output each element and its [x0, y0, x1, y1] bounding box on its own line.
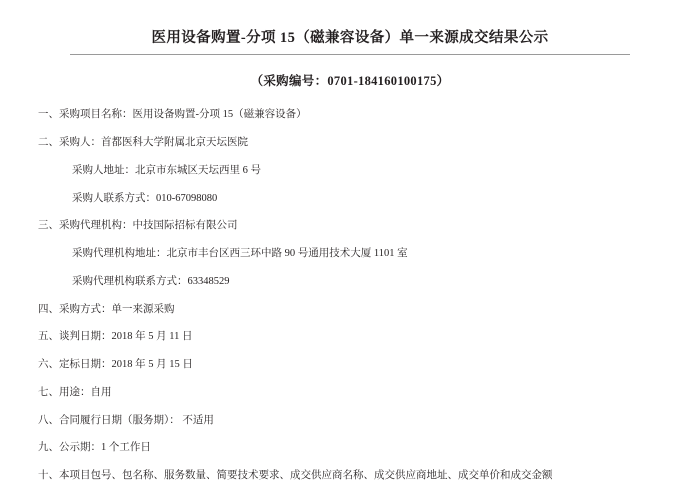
line-usage: 七、用途：自用 [38, 386, 112, 398]
line-announcement-period: 九、公示期：1 个工作日 [38, 442, 151, 454]
line-purchaser: 二、采购人：首都医科大学附属北京天坛医院 [38, 137, 248, 149]
line-procurement-method: 四、采购方式：单一来源采购 [38, 303, 175, 315]
line-negotiation-date: 五、谈判日期：2018 年 5 月 11 日 [38, 331, 193, 343]
line-award-date: 六、定标日期：2018 年 5 月 15 日 [38, 359, 193, 371]
line-agency: 三、采购代理机构：中技国际招标有限公司 [38, 220, 238, 232]
line-contract-period: 八、合同履行日期（服务期）： 不适用 [38, 414, 214, 426]
line-project-name: 一、采购项目名称：医用设备购置-分项 15（磁兼容设备） [38, 109, 307, 121]
line-purchaser-address: 采购人地址：北京市东城区天坛西里 6 号 [72, 164, 261, 176]
page-title: 医用设备购置-分项 15（磁兼容设备）单一来源成交结果公示 [151, 30, 549, 46]
purchase-number-subtitle: （采购编号：0701-184160100175） [250, 74, 450, 89]
title-divider [70, 54, 630, 55]
line-package-details-heading: 十、本项目包号、包名称、服务数量、简要技术要求、成交供应商名称、成交供应商地址、成交单价和成交金额 [38, 470, 553, 482]
line-agency-contact: 采购代理机构联系方式：63348529 [72, 275, 230, 287]
line-agency-address: 采购代理机构地址：北京市丰台区西三环中路 90 号通用技术大厦 1101 室 [72, 248, 408, 260]
line-purchaser-contact: 采购人联系方式：010-67098080 [72, 192, 218, 204]
document-body [34, 107, 666, 484]
